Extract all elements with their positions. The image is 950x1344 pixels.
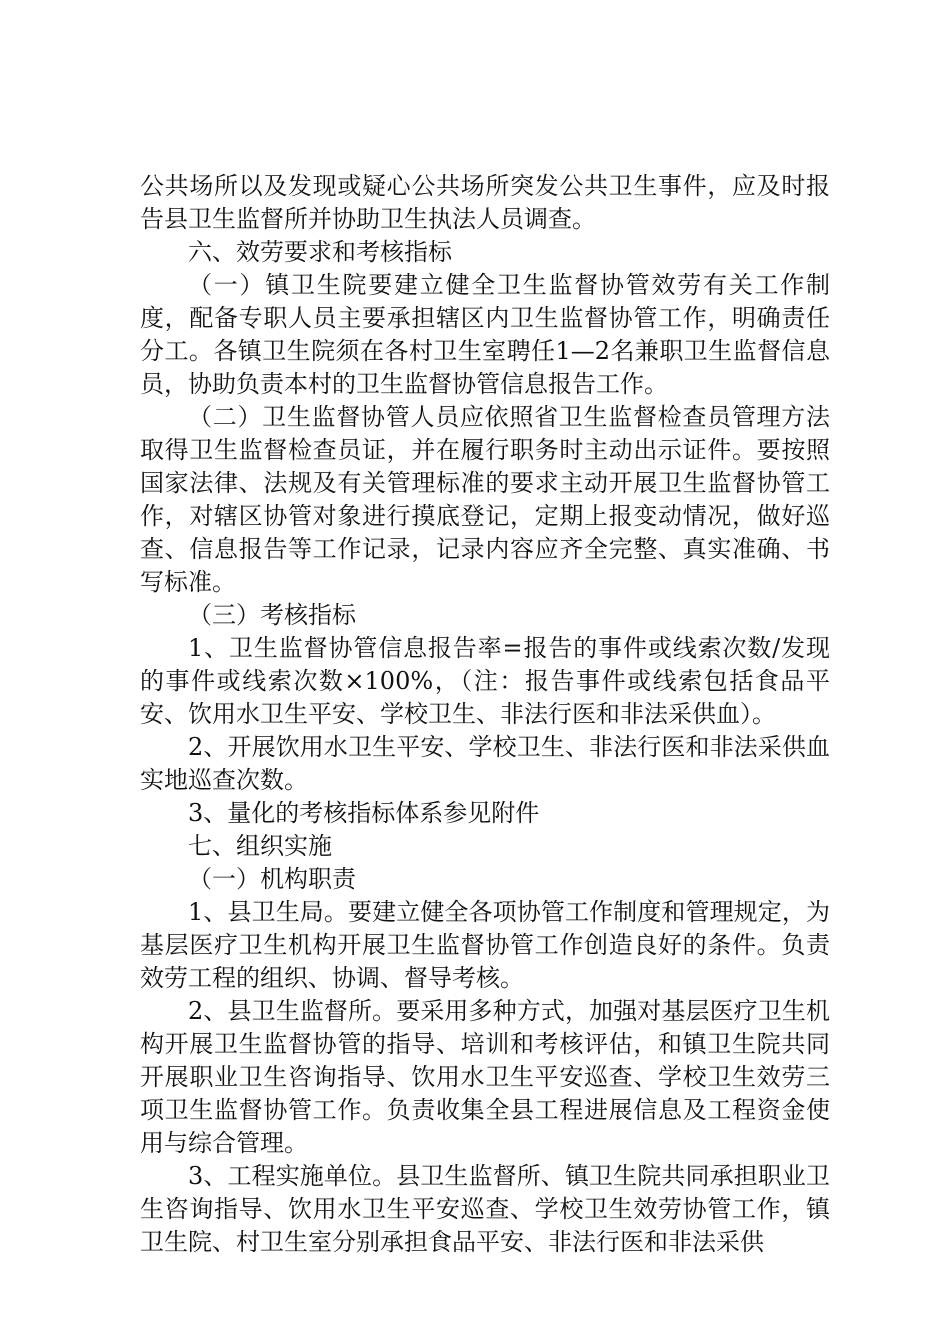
- paragraph-duty-county-supervision-institute: 2、县卫生监督所。要采用多种方式，加强对基层医疗卫生机构开展卫生监督协管的指导、培训和考核评估，和镇卫生院共同开展职业卫生咨询指导、饮用水卫生平安巡查、学校卫生效劳三项卫生监督协管工作。负责收集全县工程进展信息及工程资金使用与综合管理。: [140, 997, 830, 1157]
- paragraph-continuation: 公共场所以及发现或疑心公共场所突发公共卫生事件，应及时报告县卫生监督所并协助卫生执法人员调查。: [140, 172, 830, 233]
- document-body: [140, 170, 830, 1259]
- paragraph-indicator-three: 3、量化的考核指标体系参见附件: [188, 799, 540, 827]
- subheading-institution-duties: （一）机构职责: [188, 865, 356, 893]
- subheading-assessment-indicators: （三）考核指标: [188, 601, 356, 629]
- paragraph-indicator-two: 2、开展饮用水卫生平安、学校卫生、非法行医和非法采供血实地巡查次数。: [140, 733, 830, 794]
- paragraph-requirement-two: （二）卫生监督协管人员应依照省卫生监督检查员管理方法取得卫生监督检查员证，并在履行职务时主动出示证件。要按照国家法律、法规及有关管理标准的要求主动开展卫生监督协管工作，对辖区协管对象进行摸底登记，定期上报变动情况，做好巡查、信息报告等工作记录，记录内容应齐全完整、真实准确、书写标准。: [140, 403, 830, 596]
- paragraph-duty-county-health-bureau: 1、县卫生局。要建立健全各项协管工作制度和管理规定，为基层医疗卫生机构开展卫生监督协管工作创造良好的条件。负责效劳工程的组织、协调、督导考核。: [140, 898, 830, 992]
- section-heading-six: 六、效劳要求和考核指标: [188, 238, 452, 266]
- section-heading-seven: 七、组织实施: [188, 832, 332, 860]
- paragraph-indicator-one: 1、卫生监督协管信息报告率=报告的事件或线索次数/发现的事件或线索次数×100%，（注：报告事件或线索包括食品平安、饮用水卫生平安、学校卫生、非法行医和非法采供血）。: [140, 634, 830, 728]
- paragraph-duty-implementing-units: 3、工程实施单位。县卫生监督所、镇卫生院共同承担职业卫生咨询指导、饮用水卫生平安巡查、学校卫生效劳协管工作，镇卫生院、村卫生室分别承担食品平安、非法行医和非法采供: [140, 1162, 830, 1256]
- paragraph-requirement-one: （一）镇卫生院要建立健全卫生监督协管效劳有关工作制度，配备专职人员主要承担辖区内卫生监督协管工作，明确责任分工。各镇卫生院须在各村卫生室聘任1—2名兼职卫生监督信息员，协助负责本村的卫生监督协管信息报告工作。: [140, 271, 830, 398]
